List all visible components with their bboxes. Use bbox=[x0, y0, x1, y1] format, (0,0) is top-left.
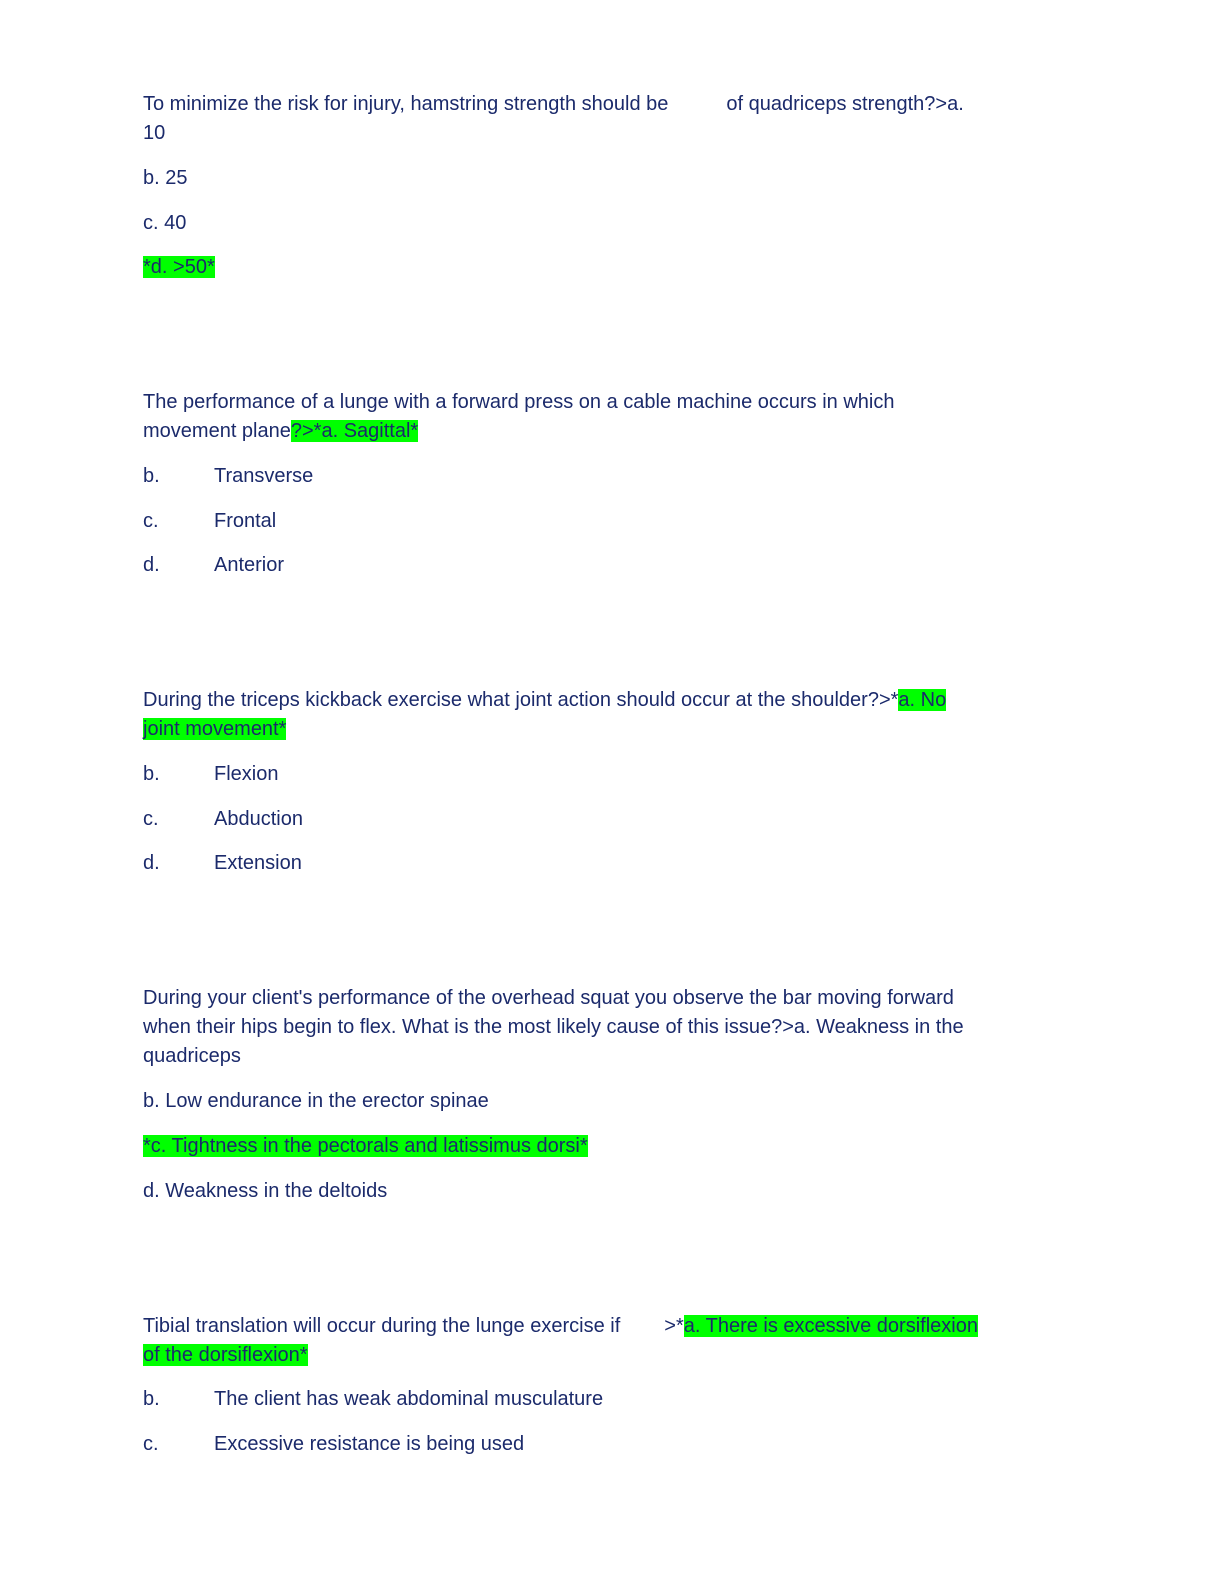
q3-option-c: Abduction bbox=[214, 808, 303, 830]
q5-stem-text: Tibial translation will occur during the lunge exercise if bbox=[143, 1315, 621, 1337]
q4-stem-line1: During your client's performance of the overhead squat you observe the bar moving forward bbox=[143, 987, 954, 1009]
q1-stem-line1 bbox=[143, 90, 964, 119]
q4-stem-line2: when their hips begin to flex. What is the most likely cause of this issue?>a. Weakness in the bbox=[143, 1016, 964, 1038]
q1-option-c: c. 40 bbox=[143, 212, 187, 234]
q4-option-d: d. Weakness in the deltoids bbox=[143, 1180, 388, 1202]
q5-stem-line1 bbox=[143, 1312, 978, 1341]
q2-option-c: Frontal bbox=[214, 510, 277, 532]
q5-stem-marker: >* bbox=[664, 1315, 684, 1337]
q4-option-b: b. Low endurance in the erector spinae bbox=[143, 1090, 489, 1112]
q5-letter-b: b. bbox=[143, 1388, 160, 1410]
q2-letter-b: b. bbox=[143, 465, 160, 487]
q5-option-c: Excessive resistance is being used bbox=[214, 1433, 525, 1455]
q4-stem-line3: quadriceps bbox=[143, 1045, 241, 1067]
q3-letter-c: c. bbox=[143, 808, 159, 830]
q5-letter-c: c. bbox=[143, 1433, 159, 1455]
q2-option-d: Anterior bbox=[214, 554, 285, 576]
q1-option-d-answer: *d. >50* bbox=[143, 256, 215, 278]
q1-option-b: b. 25 bbox=[143, 167, 188, 189]
q5-answer-part1: a. There is excessive dorsiflexion bbox=[683, 1315, 978, 1337]
q5-answer-part2: of the dorsiflexion* bbox=[143, 1344, 308, 1366]
q3-answer-part2: joint movement* bbox=[143, 718, 287, 740]
q4-option-c-answer: *c. Tightness in the pectorals and latissimus dorsi* bbox=[143, 1135, 588, 1157]
q3-answer-part1: a. No bbox=[898, 689, 947, 711]
q2-option-a-answer: ?>*a. Sagittal* bbox=[290, 420, 419, 442]
q3-option-d: Extension bbox=[214, 852, 302, 874]
q1-option-a: 10 bbox=[143, 122, 166, 144]
q3-option-b: Flexion bbox=[214, 763, 279, 785]
q2-option-b: Transverse bbox=[214, 465, 314, 487]
q2-stem-line2 bbox=[143, 417, 418, 446]
q2-letter-c: c. bbox=[143, 510, 159, 532]
q5-option-b: The client has weak abdominal musculature bbox=[214, 1388, 604, 1410]
q3-letter-b: b. bbox=[143, 763, 160, 785]
q3-stem-line1 bbox=[143, 686, 946, 715]
q3-letter-d: d. bbox=[143, 852, 160, 874]
q1-stem-part1: To minimize the risk for injury, hamstring strength should be bbox=[143, 93, 669, 115]
q2-letter-d: d. bbox=[143, 554, 160, 576]
q2-stem-line1: The performance of a lunge with a forward press on a cable machine occurs in which bbox=[143, 391, 895, 413]
q3-stem-text: During the triceps kickback exercise what joint action should occur at the shoulder?>* bbox=[143, 689, 899, 711]
q2-stem-line2-text: movement plane bbox=[143, 420, 291, 442]
q1-stem-part2: of quadriceps strength?>a. bbox=[726, 93, 964, 115]
